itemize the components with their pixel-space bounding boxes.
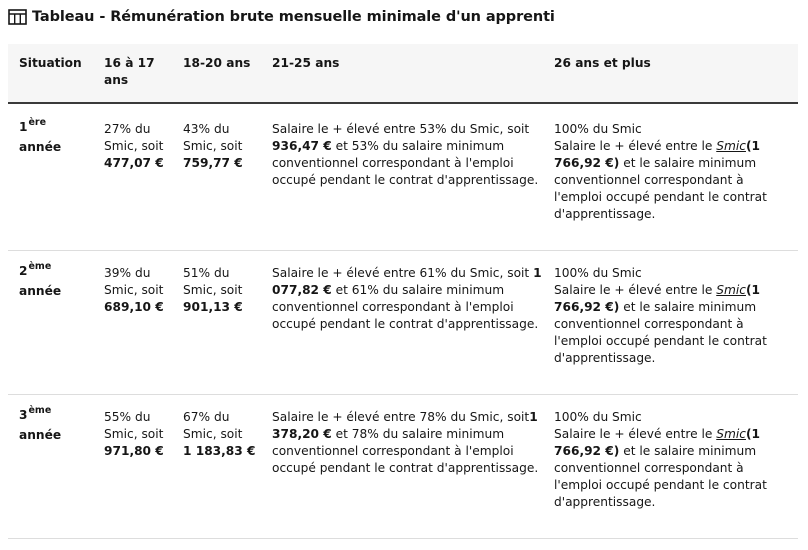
age-26-plus-cell: 100% du Smic Salaire le + élevé entre le Smic(1 766,92 €) et le salaire minimum conventionnel correspondant à l'emploi occupé pendant le contrat d'apprentissage.	[554, 266, 767, 365]
header-age-26-plus: 26 ans et plus	[554, 56, 651, 70]
age-21-25-cell: Salaire le + élevé entre 78% du Smic, soit1 378,20 € et 78% du salaire minimum conventionnel correspondant à l'emploi occupé pendant le contrat d'apprentissage.	[272, 410, 539, 475]
table-header	[8, 44, 798, 104]
header-age-21-25: 21-25 ans	[272, 56, 340, 70]
age-18-20-cell: 43% du Smic, soit 759,77 €	[183, 122, 243, 170]
age-18-20-cell: 51% du Smic, soit 901,13 €	[183, 266, 243, 314]
header-age-18-20: 18-20 ans	[183, 56, 251, 70]
age-21-25-cell: Salaire le + élevé entre 53% du Smic, soit 936,47 € et 53% du salaire minimum conventionnel correspondant à l'emploi occupé pendant le contrat d'apprentissage.	[272, 122, 539, 187]
age-26-plus-cell: 100% du Smic Salaire le + élevé entre le Smic(1 766,92 €) et le salaire minimum conventionnel correspondant à l'emploi occupé pendant le contrat d'apprentissage.	[554, 410, 767, 509]
row-divider	[8, 538, 798, 539]
row-divider	[8, 250, 798, 251]
header-age-16-17: 16 à 17 ans	[104, 56, 155, 87]
table-icon	[8, 9, 27, 25]
age-26-plus-cell: 100% du Smic Salaire le + élevé entre le Smic(1 766,92 €) et le salaire minimum conventionnel correspondant à l'emploi occupé pendant le contrat d'apprentissage.	[554, 122, 767, 221]
age-16-17-cell: 27% du Smic, soit 477,07 €	[104, 122, 164, 170]
age-16-17-cell: 39% du Smic, soit 689,10 €	[104, 266, 164, 314]
smic-link[interactable]: Smic	[716, 139, 746, 153]
situation-cell: 3ème année	[19, 405, 62, 442]
age-18-20-cell: 67% du Smic, soit 1 183,83 €	[183, 410, 256, 458]
header-situation: Situation	[19, 56, 82, 70]
page-title: Tableau - Rémunération brute mensuelle minimale d'un apprenti	[32, 9, 555, 25]
smic-link[interactable]: Smic	[716, 283, 746, 297]
smic-link[interactable]: Smic	[716, 427, 746, 441]
table-title	[8, 4, 555, 30]
age-21-25-cell: Salaire le + élevé entre 61% du Smic, soit 1 077,82 € et 61% du salaire minimum conventionnel correspondant à l'emploi occupé pendant le contrat d'apprentissage.	[272, 266, 542, 331]
situation-cell: 1ère année	[19, 117, 62, 154]
situation-cell: 2ème année	[19, 261, 62, 298]
age-16-17-cell: 55% du Smic, soit 971,80 €	[104, 410, 164, 458]
row-divider	[8, 394, 798, 395]
